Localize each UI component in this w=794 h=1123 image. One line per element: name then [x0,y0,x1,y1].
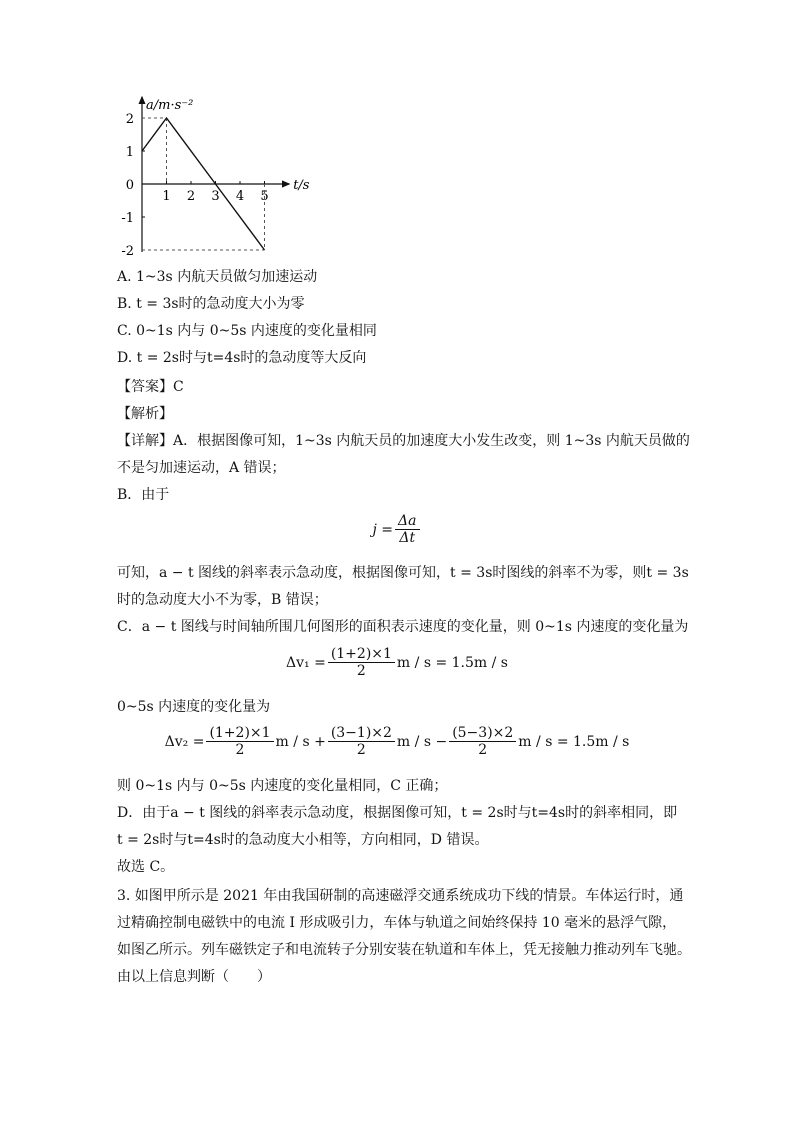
formula-v1-rhs: m / s = 1.5m / s [396,654,508,671]
x-tick-label: 3 [211,189,220,204]
formula-v2-num-1: (1+2)×1 [206,725,273,742]
formula-v2 [0,725,794,758]
answer: 【答案】C [117,379,184,395]
formula-v1-den: 2 [356,663,366,679]
formula-v1-num: (1+2)×1 [328,646,395,663]
x-tick-label: 4 [235,189,245,204]
formula-v2-den-1: 2 [235,742,245,758]
explain-a-line2: 不是匀加速运动，A 错误； [117,460,286,476]
explain-c-line1: C．a − t 图线与时间轴所围几何图形的面积表示速度的变化量，则 0~1s 内速度的变化量为 [117,619,689,635]
formula-v2-rhs: m / s = 1.5m / s [518,733,630,750]
formula-v2-fraction-2 [328,725,395,758]
explain-d-line1: D．由于a − t 图线的斜率表示急动度，根据图像可知，t = 2s时与t=4s时的斜率相同，即 [117,805,678,821]
formula-v2-fraction-3 [449,725,516,758]
conclusion: 故选 C。 [117,859,175,875]
formula-j-den: Δt [399,530,416,546]
formula-v2-lhs: Δv₂ = [164,733,205,750]
acceleration-time-chart [121,95,328,259]
y-tick-label: 0 [125,178,134,193]
formula-v2-num-2: (3−1)×2 [328,725,395,742]
formula-v2-num-3: (5−3)×2 [449,725,516,742]
formula-v1-fraction [328,646,395,679]
formula-v2-den-2: 2 [356,742,366,758]
explain-b-line2: 可知，a − t 图线的斜率表示急动度，根据图像可知，t = 3s时图线的斜率不为零，则t = 3s [117,565,689,581]
x-axis-label: t/s [293,178,310,193]
question-3-line2: 过精确控制电磁铁中的电流 I 形成吸引力，车体与轨道之间始终保持 10 毫米的悬浮气隙， [117,915,677,931]
formula-j [0,513,794,546]
formula-v2-unit-2: m / s − [396,733,448,750]
x-tick-label: 1 [162,189,171,204]
option-d: D. t = 2s时与t=4s时的急动度等大反向 [117,350,367,366]
option-c: C. 0~1s 内与 0~5s 内速度的变化量相同 [117,323,377,339]
x-tick-label: 5 [260,189,269,204]
formula-v1-lhs: Δv₁ = [286,654,326,671]
y-axis-label: a/m·s⁻² [146,98,194,113]
y-tick-label: -2 [121,244,134,259]
x-tick-label: 2 [186,189,196,204]
y-tick-label: -1 [121,211,134,226]
formula-v2-unit-1: m / s + [275,733,326,750]
explain-a-line1: 【详解】A．根据图像可知，1~3s 内航天员的加速度大小发生改变，则 1~3s 内航天员做的 [117,433,690,449]
formula-j-lhs: j = [372,521,394,538]
explain-c-line2: 0~5s 内速度的变化量为 [117,699,271,715]
formula-j-fraction [395,513,419,546]
option-b: B. t = 3s时的急动度大小为零 [117,296,305,312]
question-3-line3: 如图乙所示。列车磁铁定子和电流转子分别安装在轨道和车体上，凭无接触力推动列车飞驰。 [117,942,691,958]
question-3-line4: 由以上信息判断（ ） [117,969,271,985]
formula-v1 [0,646,794,679]
question-3-line1: 3. 如图甲所示是 2021 年由我国研制的高速磁浮交通系统成功下线的情景。车体运行时，通 [117,888,684,904]
formula-v2-fraction-1 [206,725,273,758]
explain-c-line3: 则 0~1s 内与 0~5s 内速度的变化量相同，C 正确； [117,778,448,794]
explain-d-line2: t = 2s时与t=4s时的急动度大小相等，方向相同，D 错误。 [117,832,489,848]
formula-j-num: Δa [395,513,419,530]
analysis-header: 【解析】 [117,406,173,422]
y-tick-label: 1 [125,145,134,160]
explain-b-line1: B．由于 [117,487,170,503]
y-tick-label: 2 [125,112,134,127]
formula-v2-den-3: 2 [478,742,488,758]
option-a: A. 1~3s 内航天员做匀加速运动 [117,269,318,285]
explain-b-line3: 时的急动度大小不为零，B 错误； [117,592,328,608]
